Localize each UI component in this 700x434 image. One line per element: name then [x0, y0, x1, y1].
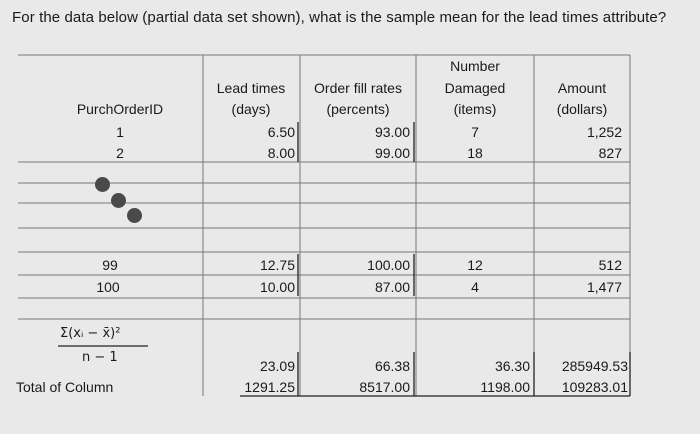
variance-lead: 23.09 [259, 358, 295, 374]
total-damaged: 1198.00 [480, 379, 530, 395]
header-damaged-2: Damaged [444, 80, 506, 96]
header-order-2: (percents) [326, 101, 390, 117]
row100-damaged: 4 [471, 279, 479, 295]
variance-amount: 285949.53 [561, 358, 628, 374]
ellipsis-dot [95, 177, 110, 192]
row2-damaged: 18 [467, 145, 483, 161]
header-lead-2: (days) [231, 101, 271, 117]
ellipsis-dot [111, 193, 126, 208]
total-order: 8517.00 [359, 379, 410, 395]
row99-order: 100.00 [367, 257, 410, 273]
row2-amount: 827 [598, 145, 622, 161]
row100-id: 100 [96, 279, 120, 295]
header-damaged-1: Number [450, 58, 500, 74]
variance-numerator: Σ(xᵢ − x̄)² [60, 326, 121, 341]
row1-lead: 6.50 [267, 124, 295, 140]
question-text: For the data below (partial data set shown), what is the sample mean for the lead times attribute? [12, 9, 667, 26]
row1-amount: 1,252 [586, 124, 622, 140]
total-amount: 109283.01 [561, 379, 628, 395]
row2-order: 99.00 [374, 145, 410, 161]
header-amount-1: Amount [557, 80, 607, 96]
header-amount-2: (dollars) [556, 101, 608, 117]
fraction-bar [58, 345, 148, 348]
variance-denominator: n − 1 [82, 350, 118, 365]
variance-damaged: 36.30 [494, 358, 530, 374]
row100-order: 87.00 [374, 279, 410, 295]
header-purch: PurchOrderID [76, 101, 164, 117]
header-damaged-3: (items) [453, 101, 497, 117]
total-label: Total of Column [16, 379, 114, 395]
row1-order: 93.00 [374, 124, 410, 140]
row100-lead: 10.00 [259, 279, 295, 295]
row2-id: 2 [116, 145, 124, 161]
header-lead-1: Lead times [216, 80, 286, 96]
row1-id: 1 [116, 124, 124, 140]
row99-id: 99 [102, 257, 118, 273]
total-lead: 1291.25 [244, 379, 295, 395]
row1-damaged: 7 [471, 124, 479, 140]
header-order-1: Order fill rates [314, 80, 402, 96]
row99-lead: 12.75 [259, 257, 295, 273]
variance-order: 66.38 [374, 358, 410, 374]
row100-amount: 1,477 [586, 279, 622, 295]
row2-lead: 8.00 [267, 145, 295, 161]
row99-amount: 512 [598, 257, 622, 273]
ellipsis-dot [127, 208, 142, 223]
row99-damaged: 12 [467, 257, 483, 273]
